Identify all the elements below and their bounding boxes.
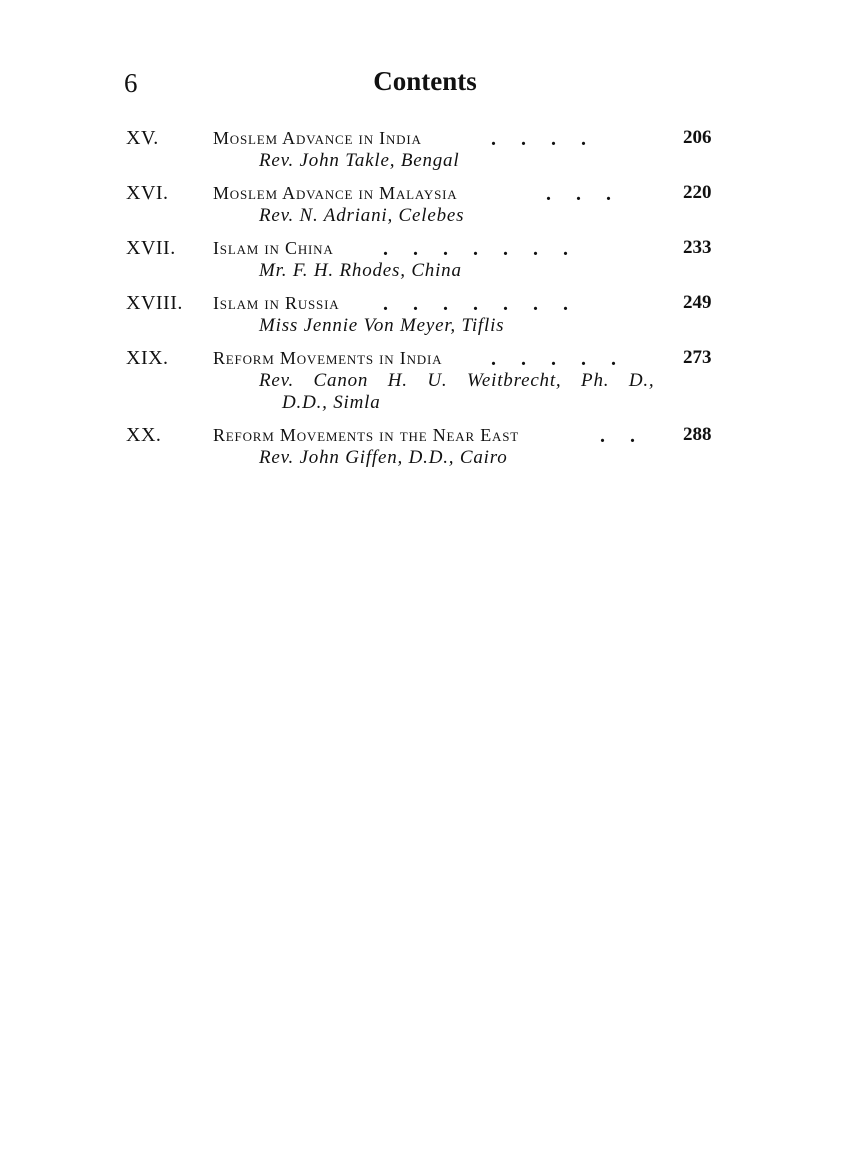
- chapter-title: Reform Movements in India: [213, 348, 443, 368]
- chapter-number: XX.: [126, 424, 162, 446]
- chapter-number: XVIII.: [126, 292, 183, 314]
- chapter-author-continued: D.D., Simla: [282, 392, 381, 413]
- running-head: Contents: [373, 66, 477, 96]
- page-number: 6: [124, 68, 138, 98]
- chapter-author: Rev. John Giffen, D.D., Cairo: [259, 447, 508, 468]
- chapter-author: Mr. F. H. Rhodes, China: [259, 260, 462, 281]
- page-ref: 273: [683, 347, 712, 368]
- chapter-author: Rev. John Takle, Bengal: [259, 150, 460, 171]
- dot-leader: . . .: [546, 183, 611, 205]
- chapter-number: XV.: [126, 127, 159, 149]
- page-ref: 220: [683, 182, 712, 203]
- dot-leader: . . . . . . .: [383, 238, 568, 260]
- chapter-number: XVI.: [126, 182, 169, 204]
- page-ref: 288: [683, 424, 712, 445]
- chapter-title: Islam in China: [213, 238, 334, 258]
- chapter-title: Moslem Advance in Malaysia: [213, 183, 458, 203]
- chapter-author: Rev. Canon H. U. Weitbrecht, Ph. D.,: [259, 370, 655, 391]
- dot-leader: . . . . .: [491, 348, 616, 370]
- chapter-title: Islam in Russia: [213, 293, 340, 313]
- page-ref: 206: [683, 127, 712, 148]
- dot-leader: . . . .: [491, 128, 586, 150]
- chapter-title: Reform Movements in the Near East: [213, 425, 520, 445]
- chapter-title: Moslem Advance in India: [213, 128, 422, 148]
- page-ref: 233: [683, 237, 712, 258]
- page-ref: 249: [683, 292, 712, 313]
- chapter-number: XIX.: [126, 347, 169, 369]
- chapter-author: Miss Jennie Von Meyer, Tiflis: [259, 315, 505, 336]
- dot-leader: . . . . . . .: [383, 293, 568, 315]
- chapter-number: XVII.: [126, 237, 176, 259]
- dot-leader: . .: [600, 425, 635, 447]
- chapter-author: Rev. N. Adriani, Celebes: [259, 205, 465, 226]
